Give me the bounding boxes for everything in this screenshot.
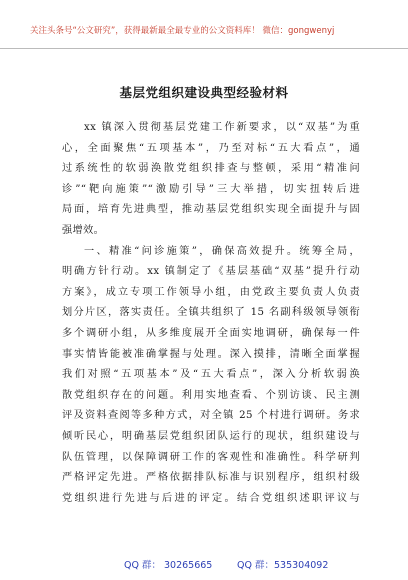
header-banner: 关注头条号“公文研究”，获得最新最全最专业的公文资料库！ 微信：gongwenyj <box>30 26 335 36</box>
text-line: 局面，培育先进典型，推动基层党组织实现全面提升与固 <box>62 204 360 216</box>
text-line: 倾听民心，明确基层党组织团队运行的现状，组织建设与 <box>62 430 360 442</box>
text-line: 队伍管理，以保障调研工作的客观性和准确性。科学研判 <box>62 451 360 463</box>
text-line: 事实情皆能被准确掌握与处理。深入摸排，清晰全面掌握 <box>62 348 360 360</box>
text-line: 严格评定先进。严格依据排队标准与识别程序，组织村级 <box>62 472 360 484</box>
text-line: 多个调研小组，从多维度展开全面实地调研，确保每一件 <box>62 327 360 339</box>
footer-qq-group-1: QQ 群： 30265665 <box>124 560 213 571</box>
text-line: 划分片区，落实责任。全镇共组织了 15 名副科级领导领衔 <box>62 307 360 319</box>
text-line: 一、精准“问诊施策”，确保高效提升。统筹全局， <box>84 245 360 257</box>
text-line: 方案》，成立专项工作领导小组，由党政主要负责人负责 <box>62 286 360 298</box>
text-line: 诊”“靶向施策”“激励引导”三大举措，切实扭转后进 <box>62 183 360 195</box>
text-line: xx 镇深入贯彻基层党建工作新要求，以“双基”为重 <box>84 122 360 133</box>
text-line: 我们对照“五项基本”及“五大看点”，深入分析软弱涣 <box>62 369 360 381</box>
text-line: 过系统性的软弱涣散党组织排查与整顿，采用“精准问 <box>62 163 360 175</box>
document-body <box>62 118 360 509</box>
text-line: 强增效。 <box>62 224 105 236</box>
page-header <box>0 0 408 49</box>
text-line: 心，全面聚焦“五项基本”，乃至对标“五大看点”，通 <box>62 142 360 154</box>
document-title: 基层党组织建设典型经验材料 <box>119 85 289 100</box>
text-line: 评及资料查阅等多种方式，对全镇 25 个村进行调研。务求 <box>62 410 360 422</box>
text-line: 散党组织存在的问题。利用实地查看、个别访谈、民主测 <box>62 389 360 401</box>
text-line: 党组织进行先进与后进的评定。结合党组织述职评议与 <box>62 492 360 504</box>
footer-qq-group-2: QQ 群：535304092 <box>237 560 329 571</box>
text-line: 明确方针行动。xx 镇制定了《基层基础“双基”提升行动 <box>62 266 360 278</box>
